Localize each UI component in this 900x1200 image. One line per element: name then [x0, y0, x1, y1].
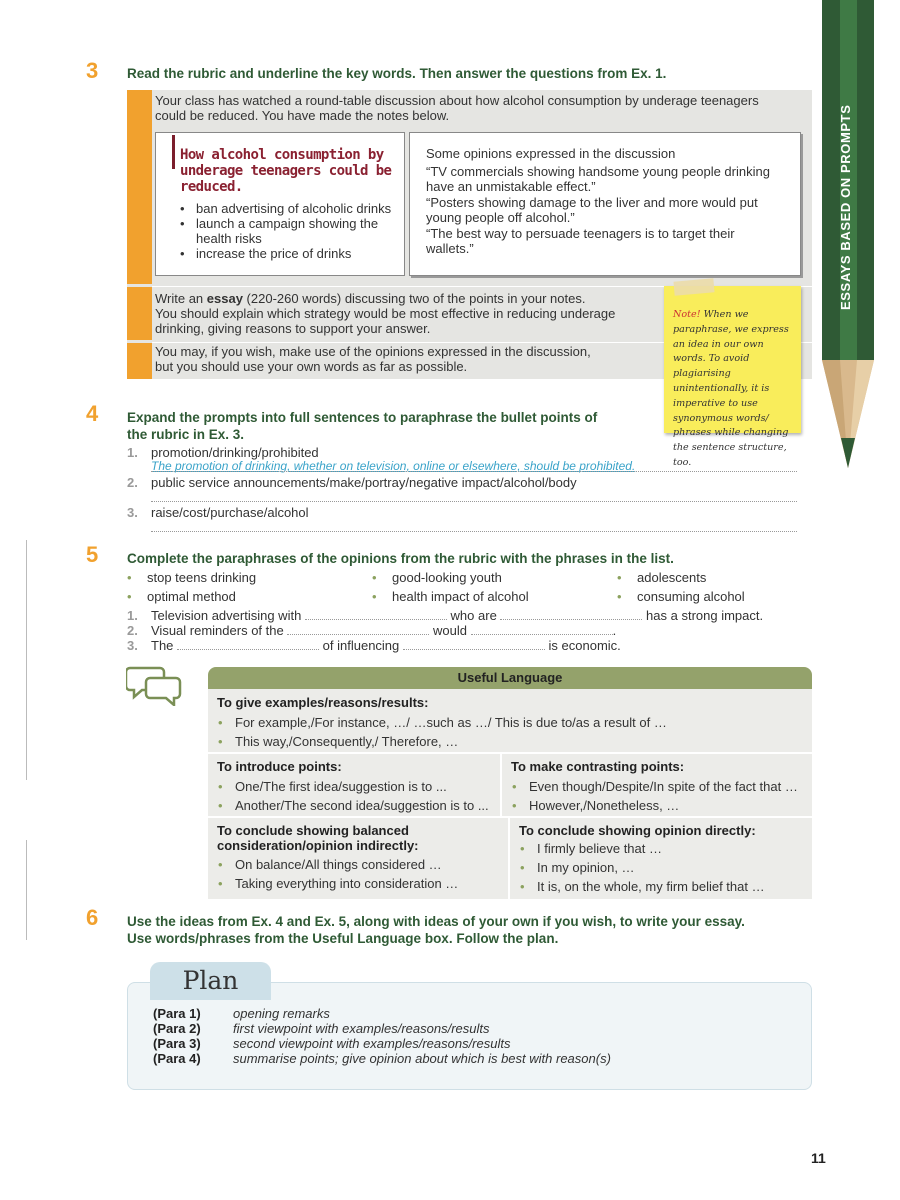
paraphrase-sticky-note: Note! When we paraphrase, we express an idea in our own words. To avoid plagiarising unintentionally, it is imperative to use synonymous words/ phrases while changing the sentence structure, too. [664, 286, 801, 433]
item-number: 2. [127, 623, 138, 638]
exercise-5-number: 5 [86, 542, 99, 567]
gap-blank[interactable] [287, 626, 429, 635]
exercise-5-title: Complete the paraphrases of the opinions from the rubric with the phrases in the list. [127, 551, 674, 566]
plan-title: Plan [150, 962, 271, 1000]
rubric-intro: Your class has watched a round-table discussion about how alcohol consumption by underage teenagers could be reduced. You have made the notes below. [155, 93, 759, 123]
gap-blank[interactable] [305, 611, 447, 620]
phrase-item: • good-looking youth [372, 570, 502, 585]
introduce-section: To introduce points: • One/The first idea/suggestion is to ... • Another/The second idea/suggestion is to ... [208, 754, 500, 816]
answer-line[interactable] [151, 471, 797, 472]
rubric-task: Write an essay (220-260 words) discussing two of the points in your notes. You should explain which strategy would be most effective in reducing underage drinking, giving reasons to support your answer. [155, 291, 616, 336]
prompt-text: public service announcements/make/portray/negative impact/alcohol/body [151, 475, 577, 490]
rubric-option: You may, if you wish, make use of the opinions expressed in the discussion, but you should use your own words as far as possible. [155, 344, 591, 374]
phrase-item: • optimal method [127, 589, 236, 604]
gap-blank[interactable] [177, 641, 319, 650]
exercise-6-title: Use the ideas from Ex. 4 and Ex. 5, along with ideas of your own if you wish, to write your essay. Use words/phrases from the Useful Language box. Follow the plan. [127, 914, 745, 946]
exercise-4-title: Expand the prompts into full sentences to paraphrase the bullet points of the rubric in Ex. 3. [127, 410, 598, 442]
examples-section: To give examples/reasons/results: • For example,/For instance, …/ …such as …/ This is due to/as a result of … • This way,/Consequently,/ Therefore, … [208, 689, 812, 752]
exercise-3-number: 3 [86, 58, 99, 83]
contrast-section: To make contrasting points: • Even though/Despite/In spite of the fact that … • However,/Nonetheless, … [502, 754, 812, 816]
phrase-item: • adolescents [617, 570, 707, 585]
phrase-item: • consuming alcohol [617, 589, 745, 604]
gap-sentence: Television advertising with who are has a strong impact. [151, 608, 764, 623]
answer-line[interactable] [151, 531, 797, 532]
notes-list [196, 201, 391, 261]
gap-sentence: The of influencing is economic. [151, 638, 621, 653]
pencil-tip-icon [822, 360, 874, 470]
opinions-heading: Some opinions expressed in the discussion [426, 146, 676, 161]
gap-sentence: Visual reminders of the would . [151, 623, 617, 638]
exercise-4-number: 4 [86, 401, 99, 426]
item-number: 3. [127, 638, 138, 653]
exercise-6-number: 6 [86, 905, 99, 930]
opinion-quote: “Posters showing damage to the liver and more would put young people off alcohol.” [426, 195, 758, 225]
gap-blank[interactable] [471, 626, 613, 635]
item-number: 1. [127, 608, 138, 623]
indirect-conclusion-section: To conclude showing balanced consideration/opinion indirectly: • On balance/All things considered … • Taking everything into consideration … [208, 818, 508, 899]
rubric-accent-bar [127, 90, 152, 379]
notes-card [155, 132, 405, 276]
margin-rule [26, 840, 27, 940]
side-tab-label: ESSAYS BASED ON PROMPTS [838, 104, 853, 310]
prompt-text: promotion/drinking/prohibited [151, 445, 319, 460]
page-number: 11 [811, 1150, 826, 1166]
notes-item: • increase the price of drinks [196, 246, 391, 261]
phrase-item: • stop teens drinking [127, 570, 257, 585]
notes-item: • launch a campaign showing the health risks [196, 216, 386, 246]
prompt-text: raise/cost/purchase/alcohol [151, 505, 309, 520]
useful-language-title: Useful Language [208, 667, 812, 689]
notes-title: How alcohol consumption by underage teenagers could be reduced. [180, 147, 392, 195]
answer-line[interactable] [151, 501, 797, 502]
item-number: 2. [127, 475, 138, 490]
gap-blank[interactable] [500, 611, 642, 620]
tape-icon [673, 278, 714, 295]
margin-rule [26, 540, 27, 780]
notes-item: • ban advertising of alcoholic drinks [196, 201, 391, 216]
item-number: 1. [127, 445, 138, 460]
phrase-item: • health impact of alcohol [372, 589, 529, 604]
speech-bubbles-icon [126, 664, 184, 706]
exercise-3-title: Read the rubric and underline the key words. Then answer the questions from Ex. 1. [127, 66, 667, 81]
opinion-quote: “TV commercials showing handsome young people drinking have an unmistakable effect.” [426, 164, 770, 194]
useful-language-box [208, 667, 812, 899]
opinion-quote: “The best way to persuade teenagers is to target their wallets.” [426, 226, 735, 256]
direct-conclusion-section: To conclude showing opinion directly: • I firmly believe that … • In my opinion, … • It is, on the whole, my firm belief that … [510, 818, 812, 899]
example-answer: The promotion of drinking, whether on television, online or elsewhere, should be prohibited. [151, 459, 636, 473]
gap-blank[interactable] [403, 641, 545, 650]
item-number: 3. [127, 505, 138, 520]
opinions-card [409, 132, 801, 276]
